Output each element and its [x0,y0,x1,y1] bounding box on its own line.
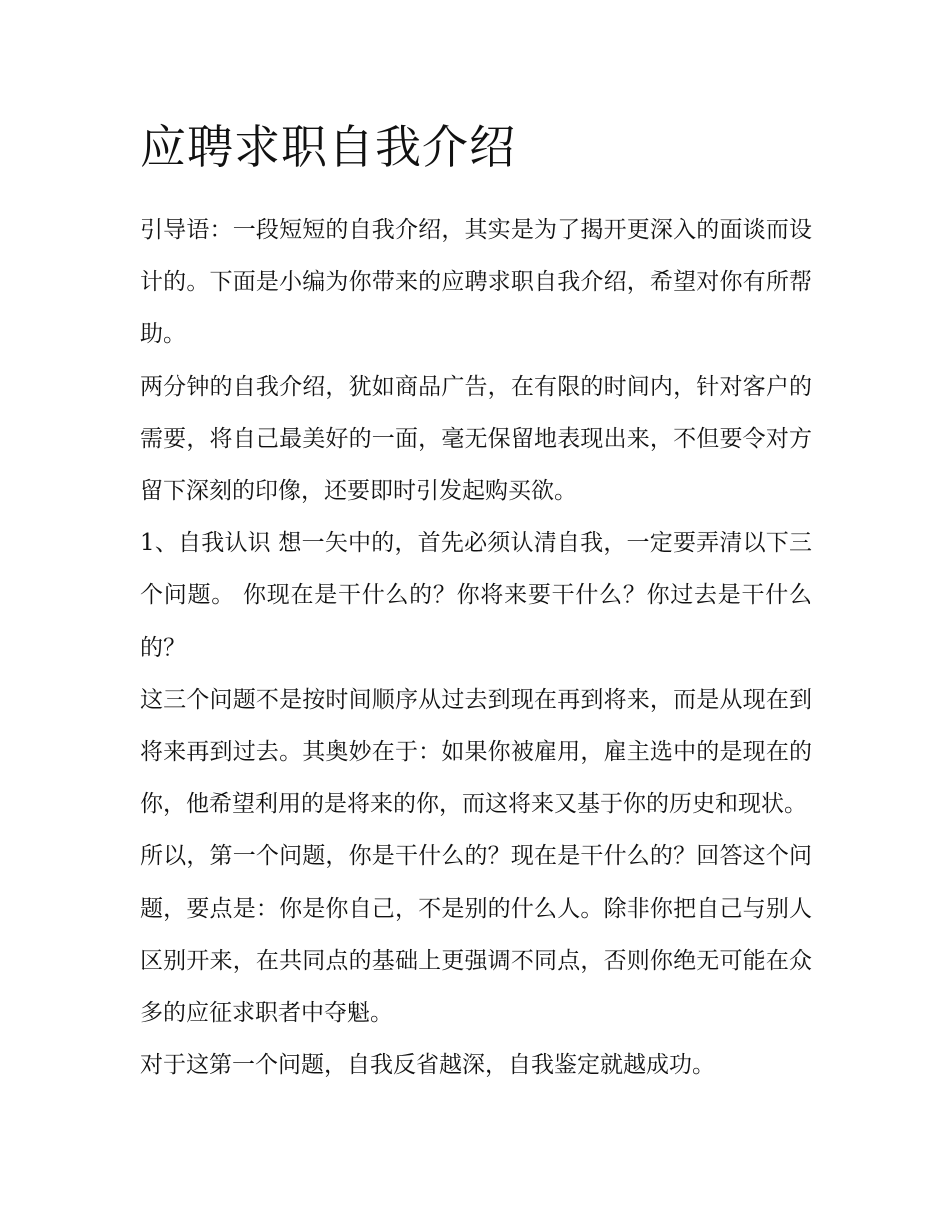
paragraph-two-minute: 两分钟的自我介绍，犹如商品广告，在有限的时间内，针对客户的需要，将自己最美好的一面，毫无保留地表现出来，不但要令对方留下深刻的印像，还要即时引发起购买欲。 [140,373,812,505]
paragraph-self-reflection: 对于这第一个问题，自我反省越深，自我鉴定就越成功。 [140,1052,715,1079]
paragraph-first-question: 所以，第一个问题，你是干什么的？现在是干什么的？回答这个问题，要点是：你是你自己，不是别的什么人。除非你把自己与别人区别开来，在共同点的基础上更强调不同点，否则你绝无可能在众多的应征求职者中夺魁。 [140,843,812,1027]
paragraph-intro: 引导语：一段短短的自我介绍，其实是为了揭开更深入的面谈而设计的。下面是小编为你带来的应聘求职自我介绍，希望对你有所帮助。 [140,217,812,348]
paragraph-self-knowledge: 1、自我认识 想一矢中的，首先必须认清自我，一定要弄清以下三个问题。 你现在是干什么的？你将来要干什么？你过去是干什么的？ [140,530,812,661]
document-title: 应聘求职自我介绍 [140,120,516,174]
document-page [140,118,812,1091]
paragraph-question-order: 这三个问题不是按时间顺序从过去到现在再到将来，而是从现在到将来再到过去。其奥妙在于：如果你被雇用，雇主选中的是现在的你，他希望利用的是将来的你，而这将来又基于你的历史和现状。 [140,686,812,818]
